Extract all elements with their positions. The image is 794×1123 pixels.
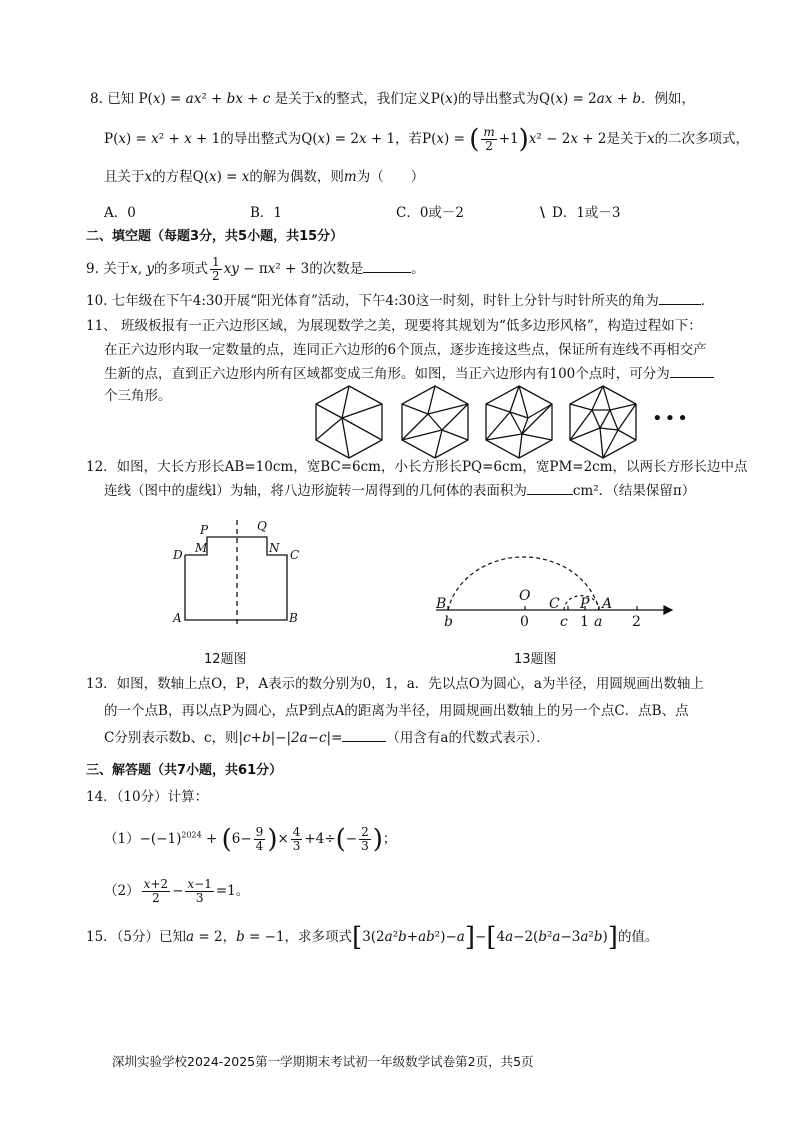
q8-line3: 且关于x的方程Q(x) = x的解为偶数，则m为（ ）	[104, 169, 425, 185]
label-two: 2	[632, 614, 641, 630]
q12-line1: 12．如图，大长方形长AB=10cm，宽BC=6cm，小长方形长PQ=6cm，宽PM=2cm，以两长方形长边中点	[86, 459, 748, 475]
q10-text: 10. 七年级在下午4:30开展“阳光体育”活动，下午4:30这一时刻，时针上分针与时针所夹的角为	[86, 293, 659, 309]
hexagon-1	[316, 386, 382, 458]
figure-12	[166, 512, 306, 632]
q13-text-3: C分别表示数b、c，则	[104, 730, 239, 746]
q8-number: 8.	[90, 91, 103, 107]
q9-text-1: 关于	[103, 261, 131, 277]
section-3-heading: 三、解答题（共7小题，共61分）	[86, 763, 283, 778]
q12-text-2: 连线（图中的虚线l）为轴，将八边形旋转一周得到的几何体的表面积为	[104, 483, 527, 499]
label-C: C	[290, 548, 300, 562]
q8-text-13: 为（ ）	[356, 169, 425, 185]
q13-line1: 13．如图，数轴上点O，P，A表示的数分别为0，1，a．先以点O为圆心，a为半径，用圆规画出数轴上	[86, 676, 704, 692]
hexagon-ellipsis: •••	[652, 408, 690, 429]
q11-line4: 个三角形。	[104, 388, 172, 404]
q14-part2-end: =1。	[215, 883, 250, 899]
q8-option-a: A．0	[104, 205, 136, 221]
q11-line2: 在正六边形内取一定数量的点，连同正六边形的6个顶点，逐步连接这些点，保证所有连线不再相交产	[104, 342, 707, 358]
q8-option-b: B．1	[250, 205, 283, 221]
q8-text-12: 的解为偶数，则	[249, 169, 344, 185]
q13-text-4: （用含有a的代数式表示）．	[386, 730, 550, 746]
q14-heading: 14．（10分）计算：	[86, 789, 209, 805]
label-Q: Q	[257, 519, 267, 533]
q15-text-4: 的值。	[617, 929, 659, 945]
q8-text-3: 的整式，我们定义	[322, 91, 431, 107]
label-one: 1	[580, 614, 589, 630]
hexagon-4	[570, 386, 636, 458]
q9-text-3: 的次数是	[309, 261, 364, 277]
q12-line2	[104, 482, 695, 500]
figure-13-caption: 13题图	[514, 652, 557, 667]
q9-text-4: 。	[411, 261, 425, 277]
label-c-value: c	[560, 614, 568, 630]
q8-text-5: ．例如，	[641, 91, 695, 107]
label-O-point: O	[519, 588, 531, 604]
label-B: B	[289, 611, 298, 625]
q8-text-7: ，若	[395, 131, 423, 147]
hexagon-figures	[312, 384, 692, 460]
label-P: P	[200, 523, 209, 537]
q8-text-10: 且关于	[104, 169, 145, 185]
q11-line1: 11、 班级板报有一正六边形区域，为展现数学之美，现要将其规划为“低多边形风格”，构造过程如下：	[86, 318, 702, 334]
label-M: M	[195, 541, 208, 555]
q15-text-2: ，	[222, 929, 237, 945]
label-a-value: a	[594, 614, 603, 630]
label-D: D	[173, 548, 183, 562]
page-footer: 深圳实验学校2024-2025第一学期期末考试初一年级数学试卷第2页，共5页	[112, 1054, 534, 1069]
label-A: A	[173, 611, 182, 625]
q8-line2: P(x) = x² + x + 1的导出整式为Q(x) = 2x + 1，若P(x) = ( $\frac{m}{2}$ +1)x² − 2x + 2是关于x的二次多项式，	[104, 124, 750, 155]
label-A-point: A	[602, 596, 613, 612]
figure-12-caption: 12题图	[204, 652, 247, 667]
hexagon-2	[402, 386, 468, 458]
q14-part1: $(1)-(-1)^{2024} + (6-$ $\frac{9}{4}$ )× $\frac{4}{3}$ +4÷(− $\frac{2}{3}$ )；	[104, 824, 397, 855]
q8-text-6: 的导出整式为	[220, 131, 302, 147]
label-b-value: b	[444, 614, 453, 630]
q8-option-d: D．1或－3	[552, 205, 621, 221]
q15-text-3: ，求多项式	[284, 929, 353, 945]
q9: 9. 关于x, y的多项式 $\frac{1}{2}$ xy − πx² + 3的次数是 。	[86, 255, 425, 283]
q8-text-9: 的二次多项式，	[654, 131, 750, 147]
section-2-heading: 二、填空题（每题3分，共5小题，共15分）	[86, 229, 344, 244]
q9-text-2: 的多项式	[154, 261, 209, 277]
q14-part2-label: （2）	[104, 883, 140, 899]
q9-number: 9.	[86, 261, 99, 277]
hexagon-3	[486, 386, 552, 458]
q8-text-4: 的导出整式为	[458, 91, 540, 107]
q8-text-1: 已知	[107, 91, 135, 107]
q8-answer-mark: \	[540, 205, 545, 221]
label-N: N	[269, 541, 280, 555]
q15: 15．（5分）已知a = 2，b = −1，求多项式[3(2a²b+ab²)−a]−[4a−2(b²a−3a²b)]的值。	[86, 922, 659, 953]
q10-end: ．	[700, 293, 715, 309]
q12-text-3: cm²．（结果保留π）	[572, 483, 696, 499]
q10	[86, 292, 714, 310]
q8-line1: 8. 已知 P(x) = ax² + bx + c 是关于x的整式，我们定义P(x)的导出整式为Q(x) = 2ax + b．例如，	[90, 91, 695, 107]
q8-text-8: 是关于	[606, 131, 647, 147]
number-line-arrow	[664, 606, 672, 614]
q13-line3	[104, 729, 550, 747]
label-C-point: C	[549, 596, 560, 612]
figure-13	[428, 520, 678, 630]
q14-part2: （2） $\frac{x+2}{2}$ − $\frac{x-1}{3}$ =1。	[104, 877, 250, 905]
q15-text-1: 15．（5分）已知	[86, 929, 187, 945]
q14-part1-label: （1）	[104, 831, 140, 847]
q11-line3	[104, 365, 714, 383]
q8-text-11: 的方程	[152, 169, 193, 185]
q13-expression: |c+b|−|2a−c|=	[238, 730, 343, 746]
label-P-point: P	[580, 596, 590, 612]
q8-option-c: C．0或－2	[396, 205, 465, 221]
q13-line2: 的一个点B，再以点P为圆心，点P到点A的距离为半径，用圆规画出数轴上的另一个点C．点B、点	[104, 703, 689, 719]
label-B-point: B	[436, 596, 447, 612]
q11-text-3: 生新的点，直到正六边形内所有区域都变成三角形。如图，当正六边形内有100个点时，可分为	[104, 366, 670, 382]
q8-text-2: 是关于	[274, 91, 316, 107]
label-zero: 0	[520, 614, 529, 630]
